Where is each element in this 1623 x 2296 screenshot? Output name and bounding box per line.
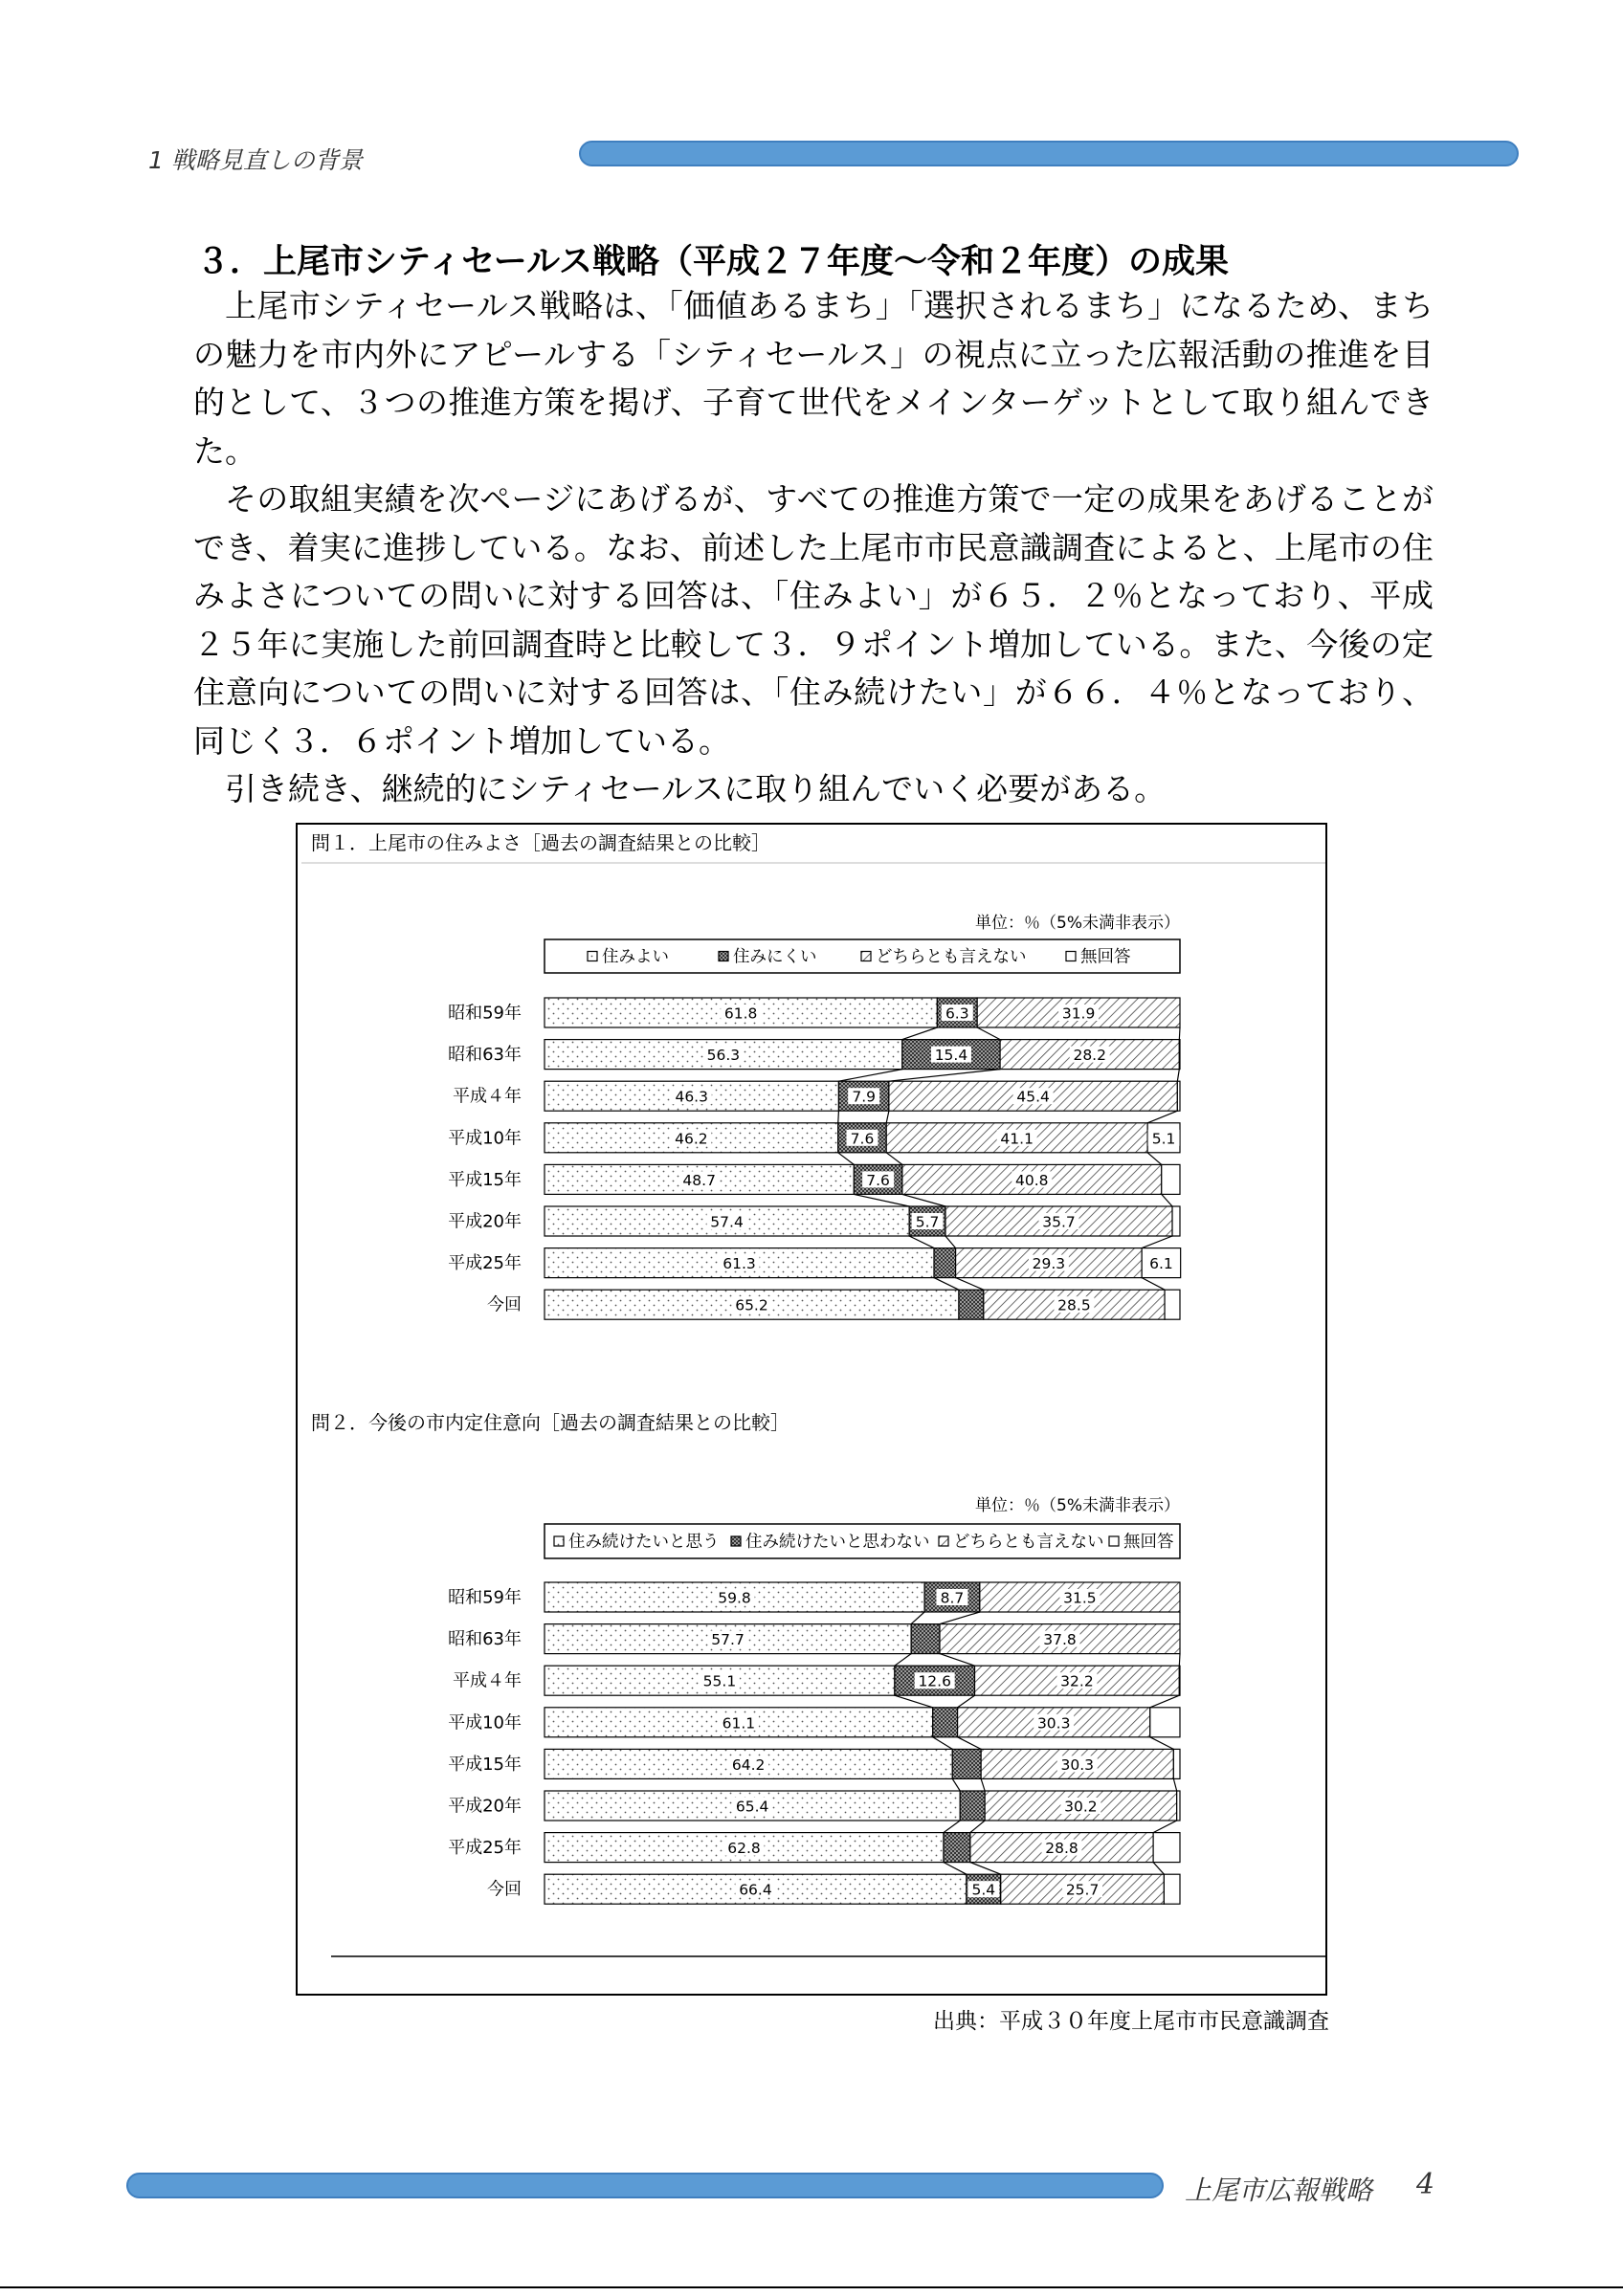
- chart1-bar-segment: [1162, 1164, 1180, 1194]
- chart1-data-label: 48.7: [682, 1171, 716, 1189]
- chart1-bar-segment: [1172, 1206, 1180, 1236]
- chart1-legend-label: 住みよい: [602, 947, 669, 967]
- chart1-connector-line: [1142, 1278, 1165, 1291]
- chart1-data-label: 7.6: [866, 1171, 890, 1189]
- chart1-legend-swatch: [1066, 952, 1076, 961]
- chart2-connector-line: [981, 1778, 985, 1791]
- chart1-connector-line: [889, 1070, 1000, 1082]
- chart2-connector-line: [940, 1612, 980, 1624]
- chart1-data-label: 35.7: [1042, 1213, 1076, 1231]
- chart1-data-label: 31.9: [1061, 1004, 1096, 1023]
- chart2-data-label: 32.2: [1060, 1672, 1094, 1690]
- chart1-connector-line: [1177, 1070, 1179, 1082]
- chart1-connector-line: [1147, 1153, 1162, 1165]
- survey-figure: [296, 823, 1327, 1996]
- chart2-connector-line: [1153, 1863, 1164, 1875]
- header-decorative-bar: [579, 141, 1519, 166]
- chart1-data-label: 5.7: [915, 1213, 940, 1231]
- chart1-connector-line: [945, 1236, 956, 1248]
- chart2-category-label: 平成10年: [448, 1712, 522, 1733]
- chart2-connector-line: [1179, 1654, 1180, 1667]
- chart1-bar-segment: [934, 1248, 956, 1278]
- chart1-data-label: 65.2: [735, 1296, 768, 1314]
- chart2-category-label: 昭和59年: [448, 1587, 522, 1608]
- chart2-data-label: 31.5: [1063, 1589, 1097, 1607]
- page-number: 4: [1416, 2168, 1435, 2201]
- chart2-legend-label: 住み続けたいと思わない: [745, 1533, 930, 1552]
- chart2-connector-line: [1153, 1821, 1177, 1833]
- chart1-data-label: 46.3: [675, 1088, 708, 1106]
- chart1-connector-line: [934, 1278, 959, 1291]
- chart1-connector-line: [1142, 1236, 1172, 1248]
- chart1-category-label: 平成15年: [448, 1169, 522, 1190]
- page-bottom-rule: [0, 2286, 1623, 2288]
- chart1-connector-line: [838, 1153, 855, 1165]
- chart1-connector-line: [1179, 1027, 1180, 1040]
- chart2-data-label: 62.8: [727, 1840, 761, 1858]
- chart2-bar-segment: [1164, 1874, 1180, 1904]
- chart1-data-label: 7.9: [852, 1088, 876, 1106]
- chart2-data-label: 57.7: [711, 1631, 745, 1649]
- source-note: 出典：平成３０年度上尾市市民意識調査: [933, 2009, 1329, 2034]
- chart1-bar-segment: [1179, 1040, 1180, 1070]
- chart2-legend-label: どちらとも言えない: [953, 1533, 1104, 1552]
- chart1-unit-note: 単位：％（5%未満非表示）: [975, 914, 1180, 933]
- chart2-connector-line: [1150, 1737, 1174, 1750]
- chart1-title: 問１．上尾市の住みよさ［過去の調査結果との比較］: [311, 831, 770, 854]
- chart1-category-label: 平成10年: [448, 1128, 522, 1149]
- chart2-connector-line: [958, 1737, 982, 1750]
- chart1-bar-segment: [959, 1290, 984, 1319]
- chart2-bar-segment: [944, 1833, 970, 1863]
- body-text: [193, 282, 1434, 814]
- chart1-legend-label: 住みにくい: [733, 947, 817, 967]
- chart2-data-label: 30.2: [1064, 1798, 1098, 1816]
- chart2-connector-line: [952, 1778, 960, 1791]
- chart1-connector-line: [977, 1027, 1000, 1040]
- chart2-data-label: 5.4: [971, 1881, 996, 1899]
- chart2-connector-line: [970, 1821, 985, 1833]
- chart2-bar-segment: [1150, 1708, 1180, 1737]
- chart2-legend-swatch: [1109, 1536, 1119, 1546]
- chart2-category-label: 昭和63年: [448, 1629, 522, 1650]
- chart1-connector-line: [838, 1070, 901, 1082]
- chart2-data-label: 8.7: [940, 1589, 965, 1607]
- chart1-category-label: 今回: [487, 1294, 522, 1315]
- paragraph-1: 上尾市シティセールス戦略は、「価値あるまち」「選択されるまち」になるため、まちの魅力を市内外にアピールする「シティセールス」の視点に立った広報活動の推進を目的として、３つの推進方策を掲げ、子育て世代をメインターゲットとして取り組んできた。: [193, 287, 1434, 470]
- chart1-data-label: 29.3: [1032, 1255, 1066, 1273]
- chart2-category-label: 平成４年: [453, 1670, 522, 1691]
- chart1-category-label: 昭和59年: [448, 1003, 522, 1024]
- chart1-connector-line: [1147, 1111, 1177, 1123]
- chart1-connector-line: [902, 1194, 945, 1206]
- chart2-category-label: 平成25年: [448, 1838, 522, 1859]
- chart2-connector-line: [895, 1695, 933, 1708]
- chart1-legend-swatch: [861, 952, 871, 961]
- chart2-connector-line: [970, 1863, 1001, 1875]
- chart2-bar-segment: [960, 1791, 985, 1821]
- chart2-legend-swatch: [554, 1536, 564, 1546]
- chart2-bar-segment: [1177, 1791, 1180, 1821]
- chart2-connector-line: [944, 1821, 960, 1833]
- survey-charts: [298, 825, 1329, 1998]
- chart2-data-label: 65.4: [735, 1798, 769, 1816]
- chart1-data-label: 61.3: [723, 1255, 756, 1273]
- chart2-data-label: 30.3: [1036, 1714, 1071, 1733]
- footer-decorative-bar: [126, 2173, 1164, 2198]
- paragraph-2: その取組実績を次ページにあげるが、すべての推進方策で一定の成果をあげることができ、着実に進捗している。なお、前述した上尾市市民意識調査によると、上尾市の住みよさについての問いに対する回答は、「住みよい」が６５．２％となっており、平成２５年に実施した前回調査時と比較して３．９ポイント増加している。また、今後の定住意向についての問いに対する回答は、「住み続けたい」が６６．４％となっており、同じく３．６ポイント増加している。: [193, 480, 1434, 760]
- chart2-title: 問２．今後の市内定住意向［過去の調査結果との比較］: [311, 1411, 789, 1434]
- chart1-data-label: 56.3: [706, 1047, 741, 1065]
- chart1-connector-line: [854, 1194, 909, 1206]
- chart1-connector-line: [909, 1236, 934, 1248]
- chart1-data-label: 6.1: [1149, 1255, 1173, 1273]
- chart2-legend-swatch: [731, 1536, 741, 1546]
- chart2-bar-segment: [933, 1708, 958, 1737]
- chart1-data-label: 6.3: [945, 1004, 969, 1023]
- chart2-legend-label: 無回答: [1123, 1533, 1174, 1552]
- chart2-connector-line: [1173, 1778, 1176, 1791]
- chart2-connector-line: [940, 1654, 975, 1667]
- chart2-bar-segment: [911, 1624, 940, 1654]
- chart2-data-label: 28.8: [1045, 1840, 1078, 1858]
- chart2-bar-segment: [1179, 1666, 1180, 1695]
- chart1-data-label: 28.2: [1073, 1047, 1106, 1065]
- chart1-data-label: 61.8: [723, 1004, 758, 1023]
- chart2-bar-segment: [1173, 1749, 1180, 1778]
- chart1-legend-label: どちらとも言えない: [876, 947, 1027, 967]
- chart2-bar-segment: [1153, 1833, 1180, 1863]
- paragraph-3: 引き続き、継続的にシティセールスに取り組んでいく必要がある。: [225, 770, 1167, 807]
- chart2-data-label: 25.7: [1065, 1881, 1100, 1899]
- chart1-data-label: 41.1: [1000, 1130, 1034, 1148]
- chart2-data-label: 59.8: [718, 1589, 751, 1607]
- chart1-data-label: 28.5: [1057, 1296, 1091, 1314]
- chart2-connector-line: [958, 1695, 975, 1708]
- chart1-category-label: 昭和63年: [448, 1045, 522, 1066]
- chart1-data-label: 40.8: [1015, 1171, 1049, 1189]
- chart1-data-label: 45.4: [1016, 1088, 1050, 1106]
- section-heading: ３．上尾市シティセールス戦略（平成２７年度～令和２年度）の成果: [196, 243, 1230, 281]
- chart1-data-label: 57.4: [710, 1213, 744, 1231]
- chart2-data-label: 66.4: [739, 1881, 772, 1899]
- chart1-connector-line: [838, 1111, 839, 1123]
- chart1-legend-swatch: [588, 952, 597, 961]
- chart2-connector-line: [1150, 1695, 1180, 1708]
- chart2-data-label: 12.6: [918, 1672, 951, 1690]
- chart1-category-label: 平成20年: [448, 1211, 522, 1232]
- chart1-data-label: 15.4: [934, 1047, 968, 1065]
- chart1-legend-label: 無回答: [1080, 947, 1131, 967]
- chart1-connector-line: [886, 1111, 889, 1123]
- chart1-bar-segment: [1177, 1081, 1180, 1111]
- chart1-connector-line: [886, 1153, 902, 1165]
- chart1-category-label: 平成25年: [448, 1253, 522, 1274]
- chart2-unit-note: 単位：％（5%未満非表示）: [975, 1496, 1180, 1515]
- chart2-bar-segment: [952, 1749, 981, 1778]
- chart2-data-label: 64.2: [731, 1755, 766, 1774]
- chart1-connector-line: [1162, 1194, 1172, 1206]
- chart2-category-label: 平成20年: [448, 1796, 522, 1817]
- section-label: 1 戦略見直しの背景: [148, 146, 363, 174]
- chart2-legend-label: 住み続けたいと思う: [568, 1533, 720, 1552]
- chart2-connector-line: [933, 1737, 953, 1750]
- footer-title: 上尾市広報戦略: [1185, 2175, 1373, 2206]
- chart2-legend-swatch: [939, 1536, 948, 1546]
- chart1-connector-line: [902, 1027, 938, 1040]
- chart2-connector-line: [944, 1863, 967, 1875]
- chart1-bar-segment: [1165, 1290, 1180, 1319]
- chart2-data-label: 55.1: [702, 1672, 737, 1690]
- chart1-connector-line: [956, 1278, 984, 1291]
- chart2-data-label: 61.1: [722, 1714, 756, 1733]
- chart2-connector-line: [911, 1612, 924, 1624]
- chart2-category-label: 今回: [487, 1879, 522, 1900]
- chart2-connector-line: [895, 1654, 911, 1667]
- chart1-data-label: 5.1: [1151, 1130, 1176, 1148]
- chart1-legend-swatch: [719, 952, 728, 961]
- chart1-data-label: 7.6: [850, 1130, 875, 1148]
- chart2-data-label: 37.8: [1043, 1631, 1077, 1649]
- chart2-data-label: 30.3: [1060, 1755, 1095, 1774]
- chart1-category-label: 平成４年: [453, 1086, 522, 1107]
- chart2-category-label: 平成15年: [448, 1754, 522, 1775]
- chart1-data-label: 46.2: [675, 1130, 708, 1148]
